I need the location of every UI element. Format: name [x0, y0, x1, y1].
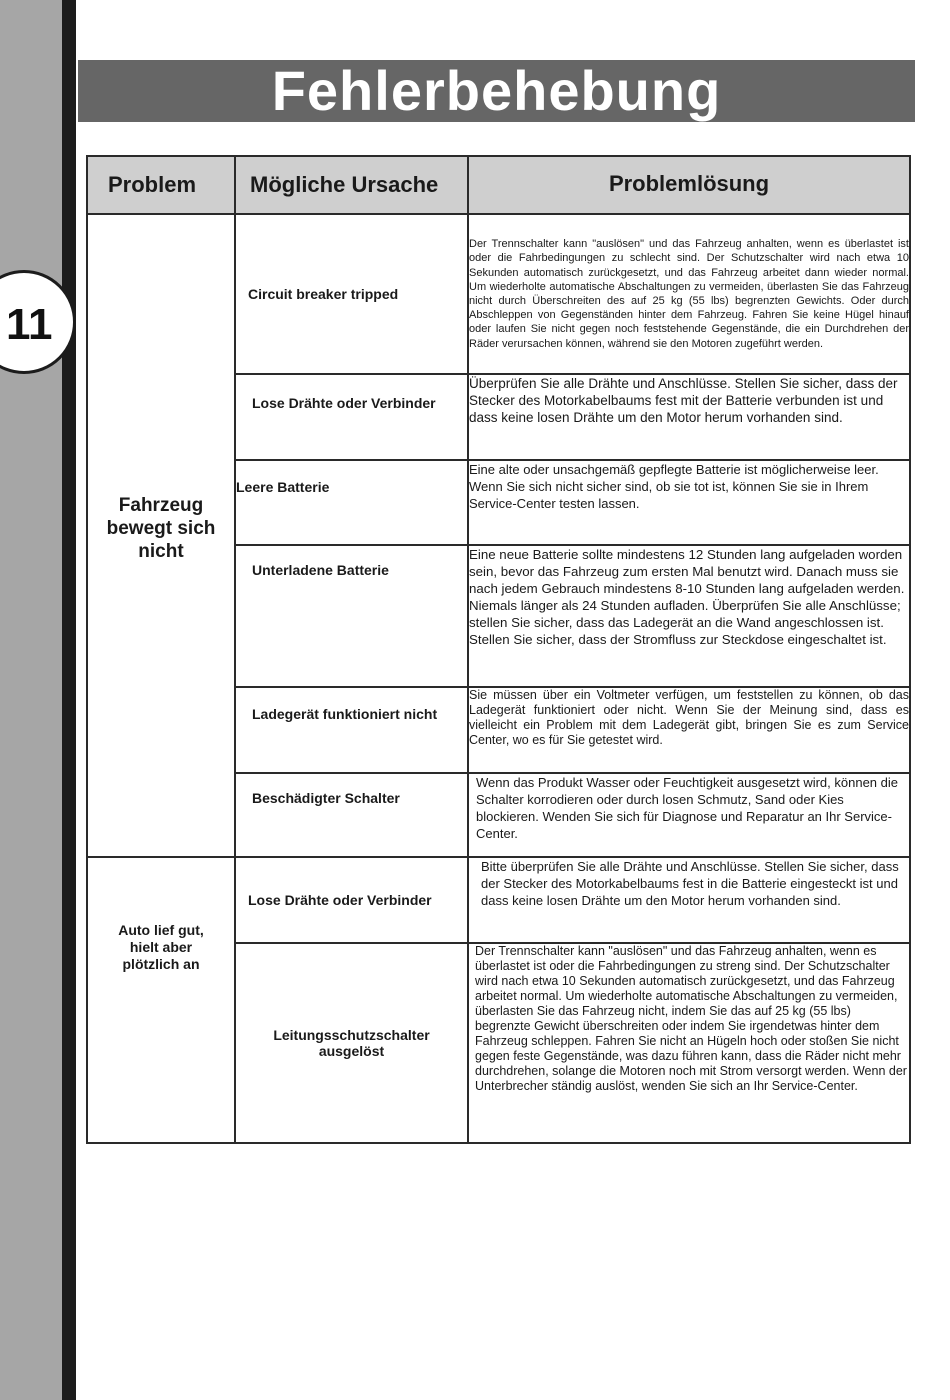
problem-cell: [87, 214, 235, 857]
solution-cell: Überprüfen Sie alle Drähte und Anschlüsse. Stellen Sie sicher, dass der Stecker des Motorkabelbaums fest mit der Batterie verbunden ist und dass keine losen Drähte um den Motor herum vorhanden sind.: [468, 374, 910, 460]
cause-cell: Unterladene Batterie: [235, 545, 468, 687]
problem-cell: [87, 857, 235, 1143]
cause-cell: Leere Batterie: [235, 460, 468, 545]
problem-text: Auto lief gut, hielt aber plötzlich an: [118, 922, 204, 972]
solution-cell: Wenn das Produkt Wasser oder Feuchtigkeit ausgesetzt wird, können die Schalter korrodieren oder durch losen Schmutz, Sand oder Kies blockieren. Wenden Sie sich für Diagnose und Reparatur an Ihr Service-Center.: [468, 773, 910, 857]
solution-cell: Der Trennschalter kann "auslösen" und das Fahrzeug anhalten, wenn es überlastet ist oder die Fahrbedingungen zu schlecht sind. Der Schutzschalter wird nach etwa 10 Sekunden automatisch zurückgesetzt, und das Fahrzeug arbeitet dann wieder normal. Um wiederholte automatische Abschaltungen zu vermeiden, überlasten Sie das Fahrzeug nicht durch Überschreiten des auf 25 kg (55 lbs) begrenzten Gewichts. Oder durch Abschleppen von Gegenständen hinter dem Fahrzeug. Fahren Sie keine Hügel hinauf oder laufen Sie nicht gegen noch feststehende Gegenstände, die ein Durchdrehen der Räder verursachen können, während sie den Motoren zugeführt werden.: [468, 214, 910, 374]
cause-cell: Ladegerät funktioniert nicht: [235, 687, 468, 773]
header-solution: Problemlösung: [468, 156, 910, 214]
cause-cell: Circuit breaker tripped: [235, 214, 468, 374]
table-row: [87, 857, 910, 943]
title-band: [78, 60, 915, 122]
table-row: [87, 214, 910, 374]
table-header-row: [87, 156, 910, 214]
header-cause: Mögliche Ursache: [235, 156, 468, 214]
cause-cell: Lose Drähte oder Verbinder: [235, 374, 468, 460]
cause-cell: Lose Drähte oder Verbinder: [235, 857, 468, 943]
solution-cell: Eine neue Batterie sollte mindestens 12 Stunden lang aufgeladen worden sein, bevor das Fahrzeug zum ersten Mal benutzt wird. Danach muss sie nach jedem Gebrauch mindestens 8-10 Stunden lang aufgeladen werden. Niemals länger als 24 Stunden aufladen. Überprüfen Sie alle Anschlüsse; stellen Sie sicher, dass das Ladegerät an die Wand angeschlossen ist. Stellen Sie sicher, dass der Stromfluss zur Steckdose eingeschaltet ist.: [468, 545, 910, 687]
solution-cell: Eine alte oder unsachgemäß gepflegte Batterie ist möglicherweise leer. Wenn Sie sich nicht sicher sind, ob sie tot ist, können Sie sie in Ihrem Service-Center testen lassen.: [468, 460, 910, 545]
solution-cell: Sie müssen über ein Voltmeter verfügen, um feststellen zu können, ob das Ladegerät funktioniert oder nicht. Wenn Sie der Meinung sind, dass es vielleicht ein Problem mit dem Ladegerät gibt, bringen Sie es zum Service Center, wo es für Sie getestet wird.: [468, 687, 910, 773]
page-number: 11: [6, 300, 53, 349]
header-problem: Problem: [87, 156, 235, 214]
solution-cell: Bitte überprüfen Sie alle Drähte und Anschlüsse. Stellen Sie sicher, dass der Stecker des Motorkabelbaums fest in die Batterie eingesteckt ist und dass keine losen Drähte um den Motor herum vorhanden sind.: [468, 857, 910, 943]
problem-text: Fahrzeug bewegt sich nicht: [106, 494, 216, 562]
cause-cell: Beschädigter Schalter: [235, 773, 468, 857]
solution-cell: Der Trennschalter kann "auslösen" und das Fahrzeug anhalten, wenn es überlastet ist oder die Fahrbedingungen zu streng sind. Der Schutzschalter wird nach etwa 10 Sekunden automatisch zurückgesetzt, und das Fahrzeug arbeitet normal. Um wiederholte automatische Abschaltungen zu vermeiden, überlasten Sie das Fahrzeug nicht, indem Sie das auf 25 kg (55 lbs) begrenzte Gewicht überschreiten oder indem Sie irgendetwas hinter dem Fahrzeug schleppen. Fahren Sie nicht an Hügeln hoch oder stoßen Sie nicht gegen feste Gegenstände, was dazu führen kann, dass die Räder nicht mehr durchdrehen, solange die Motoren noch mit Strom versorgt werden. Wenn der Unterbrecher ständig auslöst, wenden Sie sich an Ihr Service-Center.: [468, 943, 910, 1143]
troubleshooting-table: [86, 155, 911, 1144]
side-strip: [0, 0, 62, 1400]
page-title: Fehlerbehebung: [271, 59, 722, 122]
cause-cell: Leitungsschutzschalter ausgelöst: [235, 943, 468, 1143]
side-bar: [62, 0, 76, 1400]
